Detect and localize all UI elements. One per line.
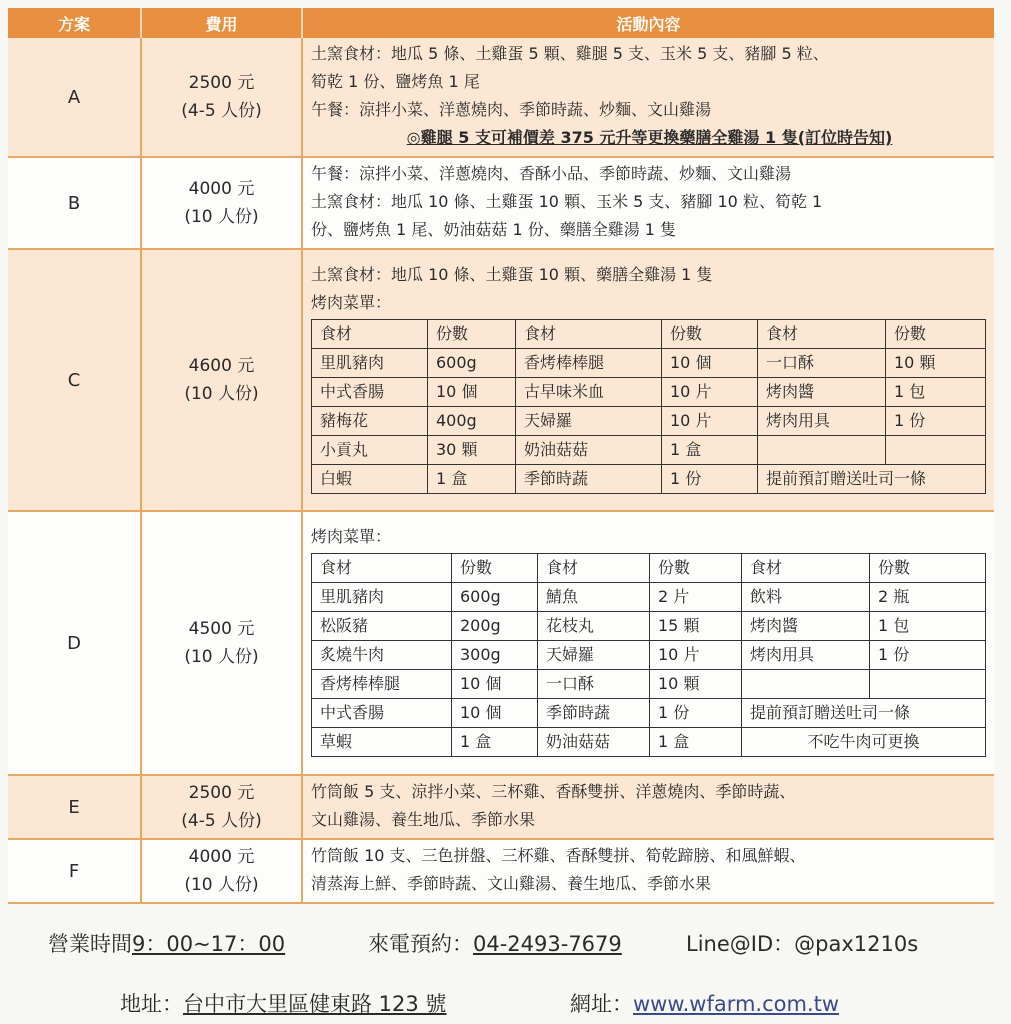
phone-reservation <box>368 928 622 958</box>
bbq-promo-cell: 提前預訂贈送吐司一條 <box>742 699 986 728</box>
bbq-cell: 里肌豬肉 <box>312 348 428 377</box>
plan-table <box>8 8 994 904</box>
bbq-row <box>312 583 986 612</box>
bbq-cell: 10 片 <box>662 406 758 435</box>
header-activity: 活動內容 <box>302 8 994 38</box>
bbq-cell: 1 盒 <box>452 728 538 757</box>
bbq-cell: 白蝦 <box>312 464 428 493</box>
bbq-cell: 一口酥 <box>758 348 886 377</box>
bbq-cell: 1 份 <box>650 699 742 728</box>
bbq-cell: 一口酥 <box>538 670 650 699</box>
plan-code: A <box>8 38 141 157</box>
plan-code: E <box>8 775 141 839</box>
plan-code: B <box>8 157 141 249</box>
bbq-row <box>312 699 986 728</box>
bbq-cell: 10 片 <box>650 641 742 670</box>
plan-price <box>141 249 302 511</box>
bbq-cell: 小貢丸 <box>312 435 428 464</box>
bbq-cell: 季節時蔬 <box>538 699 650 728</box>
bbq-cell: 10 個 <box>662 348 758 377</box>
content-line: 土窯食材：地瓜 10 條、土雞蛋 10 顆、藥膳全雞湯 1 隻 <box>311 264 713 284</box>
bbq-cell: 1 份 <box>870 641 986 670</box>
plan-price <box>141 775 302 839</box>
bbq-cell: 香烤棒棒腿 <box>516 348 662 377</box>
hours-value: 9：00~17：00 <box>132 932 286 956</box>
content-line: 烤肉菜單： <box>311 527 392 546</box>
price-servings: (4-5 人份) <box>181 101 262 121</box>
bbq-cell: 1 盒 <box>650 728 742 757</box>
bbq-header: 份數 <box>662 319 758 348</box>
plan-row-b <box>8 157 994 249</box>
bbq-cell: 烤肉醬 <box>742 612 870 641</box>
plan-row-e <box>8 775 994 839</box>
bbq-cell: 10 顆 <box>886 348 986 377</box>
price-servings: (10 人份) <box>184 875 259 895</box>
bbq-row <box>312 464 986 493</box>
bbq-cell: 15 顆 <box>650 612 742 641</box>
bbq-cell: 豬梅花 <box>312 406 428 435</box>
bbq-row <box>312 612 986 641</box>
bbq-header: 食材 <box>516 319 662 348</box>
bbq-cell: 400g <box>428 406 516 435</box>
content-line: 烤肉菜單： <box>311 292 392 312</box>
content-line: 竹筒飯 5 支、涼拌小菜、三杯雞、香酥雙拼、洋蔥燒肉、季節時蔬、 <box>311 782 796 801</box>
plan-code: D <box>8 511 141 775</box>
bbq-header: 食材 <box>758 319 886 348</box>
plan-content <box>302 775 994 839</box>
price-amount: 4000 元 <box>188 179 255 199</box>
bbq-header-row <box>312 319 986 348</box>
phone-label: 來電預約： <box>368 932 473 956</box>
price-servings: (4-5 人份) <box>181 811 262 831</box>
bbq-cell: 松阪豬 <box>312 612 452 641</box>
bbq-header: 份數 <box>886 319 986 348</box>
price-amount: 4600 元 <box>188 356 255 376</box>
bbq-cell <box>870 670 986 699</box>
bbq-header: 份數 <box>452 554 538 583</box>
bbq-cell <box>758 435 886 464</box>
address-label: 地址： <box>120 992 183 1016</box>
bbq-cell: 奶油菇菇 <box>538 728 650 757</box>
bbq-header: 份數 <box>870 554 986 583</box>
header-fee: 費用 <box>141 8 302 38</box>
bbq-cell: 1 包 <box>886 377 986 406</box>
line-id <box>686 928 918 958</box>
bbq-cell: 天婦羅 <box>538 641 650 670</box>
phone-number[interactable]: 04-2493-7679 <box>473 932 622 956</box>
plan-price <box>141 511 302 775</box>
plan-row-d <box>8 511 994 775</box>
bbq-header: 食材 <box>538 554 650 583</box>
bbq-cell: 1 盒 <box>662 435 758 464</box>
bbq-cell: 炙燒牛肉 <box>312 641 452 670</box>
upgrade-note: ◎雞腿 5 支可補價差 375 元升等更換藥膳全雞湯 1 隻(訂位時告知) <box>406 128 893 147</box>
price-servings: (10 人份) <box>184 384 259 404</box>
bbq-cell: 1 份 <box>662 464 758 493</box>
price-amount: 4000 元 <box>188 847 255 867</box>
bbq-cell: 花枝丸 <box>538 612 650 641</box>
bbq-cell: 鯖魚 <box>538 583 650 612</box>
plan-code: C <box>8 249 141 511</box>
bbq-cell: 草蝦 <box>312 728 452 757</box>
plan-content <box>302 511 994 775</box>
table-header <box>8 8 994 38</box>
bbq-cell: 奶油菇菇 <box>516 435 662 464</box>
business-hours <box>48 928 285 958</box>
bbq-cell: 30 顆 <box>428 435 516 464</box>
bbq-header: 食材 <box>312 319 428 348</box>
content-line: 午餐：涼拌小菜、洋蔥燒肉、季節時蔬、炒麵、文山雞湯 <box>311 100 712 119</box>
content-line: 筍乾 1 份、鹽烤魚 1 尾 <box>311 72 480 91</box>
plan-price <box>141 157 302 249</box>
bbq-row <box>312 641 986 670</box>
bbq-cell: 10 片 <box>662 377 758 406</box>
bbq-cell: 古早味米血 <box>516 377 662 406</box>
hours-label: 營業時間 <box>48 932 132 956</box>
plan-row-c <box>8 249 994 511</box>
bbq-header: 份數 <box>650 554 742 583</box>
bbq-cell: 1 份 <box>886 406 986 435</box>
plan-content <box>302 839 994 903</box>
website-label: 網址： <box>570 992 633 1016</box>
bbq-header: 食材 <box>312 554 452 583</box>
bbq-cell: 10 個 <box>452 699 538 728</box>
bbq-cell: 1 盒 <box>428 464 516 493</box>
bbq-cell: 烤肉醬 <box>758 377 886 406</box>
content-line: 清蒸海上鮮、季節時蔬、文山雞湯、養生地瓜、季節水果 <box>311 874 712 893</box>
bbq-cell: 10 個 <box>428 377 516 406</box>
bbq-cell <box>886 435 986 464</box>
bbq-row <box>312 435 986 464</box>
bbq-header: 食材 <box>742 554 870 583</box>
plan-content <box>302 249 994 511</box>
price-servings: (10 人份) <box>184 207 259 227</box>
bbq-cell: 天婦羅 <box>516 406 662 435</box>
price-amount: 2500 元 <box>188 73 255 93</box>
plan-row-a <box>8 38 994 157</box>
bbq-row <box>312 377 986 406</box>
address-value: 台中市大里區健東路 123 號 <box>183 992 447 1016</box>
bbq-cell: 300g <box>452 641 538 670</box>
bbq-row <box>312 728 986 757</box>
line-id-value[interactable]: @pax1210s <box>794 932 919 956</box>
bbq-cell: 1 包 <box>870 612 986 641</box>
plan-price <box>141 38 302 157</box>
bbq-cell: 200g <box>452 612 538 641</box>
website <box>570 988 839 1018</box>
address <box>120 988 446 1018</box>
bbq-cell: 飲料 <box>742 583 870 612</box>
bbq-cell: 2 片 <box>650 583 742 612</box>
line-label: Line@ID： <box>686 932 795 956</box>
bbq-cell: 烤肉用具 <box>758 406 886 435</box>
bbq-cell: 里肌豬肉 <box>312 583 452 612</box>
content-line: 份、鹽烤魚 1 尾、奶油菇菇 1 份、藥膳全雞湯 1 隻 <box>311 220 677 239</box>
bbq-cell: 2 瓶 <box>870 583 986 612</box>
bbq-row <box>312 348 986 377</box>
bbq-menu-table <box>311 553 986 757</box>
header-plan: 方案 <box>8 8 141 38</box>
bbq-menu-table <box>311 319 986 494</box>
bbq-cell: 季節時蔬 <box>516 464 662 493</box>
price-servings: (10 人份) <box>184 647 259 667</box>
plan-content <box>302 157 994 249</box>
content-line: 竹筒飯 10 支、三色拼盤、三杯雞、香酥雙拼、筍乾蹄膀、和風鮮蝦、 <box>311 846 806 865</box>
bbq-cell: 10 顆 <box>650 670 742 699</box>
bbq-cell: 中式香腸 <box>312 377 428 406</box>
bbq-row <box>312 406 986 435</box>
plan-code: F <box>8 839 141 903</box>
plan-content <box>302 38 994 157</box>
bbq-cell: 600g <box>428 348 516 377</box>
bbq-header-row <box>312 554 986 583</box>
bbq-cell: 600g <box>452 583 538 612</box>
plan-price <box>141 839 302 903</box>
price-amount: 4500 元 <box>188 619 255 639</box>
content-line: 午餐：涼拌小菜、洋蔥燒肉、香酥小品、季節時蔬、炒麵、文山雞湯 <box>311 164 792 183</box>
bbq-beef-note: 不吃牛肉可更換 <box>742 728 986 757</box>
bbq-cell: 香烤棒棒腿 <box>312 670 452 699</box>
content-line: 土窯食材：地瓜 10 條、土雞蛋 10 顆、玉米 5 支、豬腳 10 粒、筍乾 1 <box>311 192 823 211</box>
bbq-cell: 中式香腸 <box>312 699 452 728</box>
bbq-cell <box>742 670 870 699</box>
content-line: 文山雞湯、養生地瓜、季節水果 <box>311 810 536 829</box>
bbq-header: 份數 <box>428 319 516 348</box>
bbq-cell: 10 個 <box>452 670 538 699</box>
bbq-promo-cell: 提前預訂贈送吐司一條 <box>758 464 986 493</box>
website-link[interactable]: www.wfarm.com.tw <box>633 992 840 1016</box>
bbq-cell: 烤肉用具 <box>742 641 870 670</box>
content-line: 土窯食材：地瓜 5 條、土雞蛋 5 顆、雞腿 5 支、玉米 5 支、豬腳 5 粒、 <box>311 44 829 63</box>
plan-row-f <box>8 839 994 903</box>
bbq-row <box>312 670 986 699</box>
price-amount: 2500 元 <box>188 783 255 803</box>
